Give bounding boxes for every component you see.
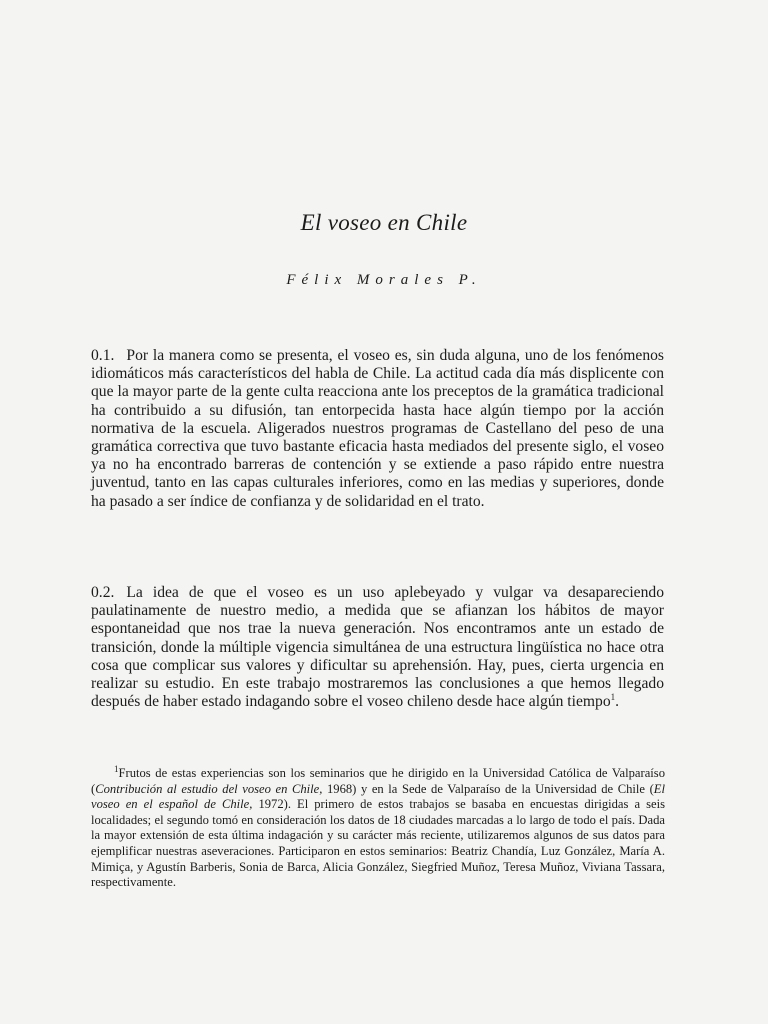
footnote-text: Frutos de estas experiencias son los seminarios que he dirigido en la Universidad Católica de Valparaíso ( — [91, 766, 665, 796]
footnote-text: 1968) y en la Sede de Valparaíso de la Universidad de Chile ( — [322, 781, 654, 796]
article-author: Félix Morales P. — [286, 272, 482, 288]
paragraph-0-2: 0.2. La idea de que el voseo es un uso aplebeyado y vulgar va desapareciendo paulatinamente de nuestro medio, a medida que se afianzan los hábitos de mayor espontaneidad que nos trae la nueva generación. Nos encontramos ante un estado de transición, donde la múltiple vigencia simultánea de una estructura lingüística no hace otra cosa que complicar sus valores y dificultar su aprehensión. Hay, pues, cierta urgencia en realizar su estudio. En este trabajo mostraremos las conclusiones a que hemos llegado después de haber estado indagando sobre el voseo chileno desde hace algún tiempo$^1$. — [91, 584, 664, 711]
paragraph-number: 0.2. — [91, 584, 115, 601]
footnote-reference: 1 — [610, 692, 616, 703]
footnote-marker: 1 — [114, 763, 119, 774]
footnote-cited-title: El voseo en el español de Chile, — [91, 781, 665, 812]
paragraph-text: Por la manera como se presenta, el voseo es, sin duda alguna, uno de los fenómenos idiomáticos más característicos del habla de Chile. La actitud cada día más displicente con que la mayor parte de la gente culta reacciona ante los preceptos de la gramática tradicional ha contribuido a su difusión, tan entorpecida hasta hace algún tiempo por la acción normativa de la escuela. Aligerados nuestros programas de Castellano del peso de una gramática correctiva que tuvo bastante eficacia hasta mediados del presente siglo, el voseo ya no ha encontrado barreras de contención y se extiende a paso rápido entre nuestra juventud, tanto en las capas culturales inferiores, como en las medias y superiores, donde ha pasado a ser índice de confianza y de solidaridad en el trato. — [91, 347, 664, 510]
paragraph-number: 0.1. — [91, 347, 115, 364]
article-title: El voseo en Chile — [300, 210, 468, 235]
footnote-cited-title: Contribución al estudio del voseo en Chile, — [95, 781, 323, 796]
footnote — [91, 763, 665, 891]
footnote-text: 1972). El primero de estos trabajos se basaba en encuestas dirigidas a seis localidades; el segundo tomó en consideración los datos de 18 ciudades marcadas a lo largo de todo el país. Dada la mayor extensión de esta última indagación y su carácter más reciente, utilizaremos algunos de sus datos para ejemplificar nuestras aseveraciones. Participaron en estos seminarios: Beatriz Chandía, Luz González, María A. Mimiça, y Agustín Barberis, Sonia de Barca, Alicia González, Siegfried Muñoz, Teresa Muñoz, Viviana Tassara, respectivamente. — [91, 797, 665, 890]
paragraph-text: La idea de que el voseo es un uso aplebeyado y vulgar va desapareciendo paulatinamente de nuestro medio, a medida que se afianzan los hábitos de mayor espontaneidad que nos trae la nueva generación. Nos encontramos ante un estado de transición, donde la múltiple vigencia simultánea de una estructura lingüística no hace otra cosa que complicar sus valores y dificultar su aprehensión. Hay, pues, cierta urgencia en realizar su estudio. En este trabajo mostraremos las conclusiones a que hemos llegado después de haber estado indagando sobre el voseo chileno desde hace algún tiempo — [91, 584, 664, 711]
paragraph-0-1 — [91, 347, 664, 511]
